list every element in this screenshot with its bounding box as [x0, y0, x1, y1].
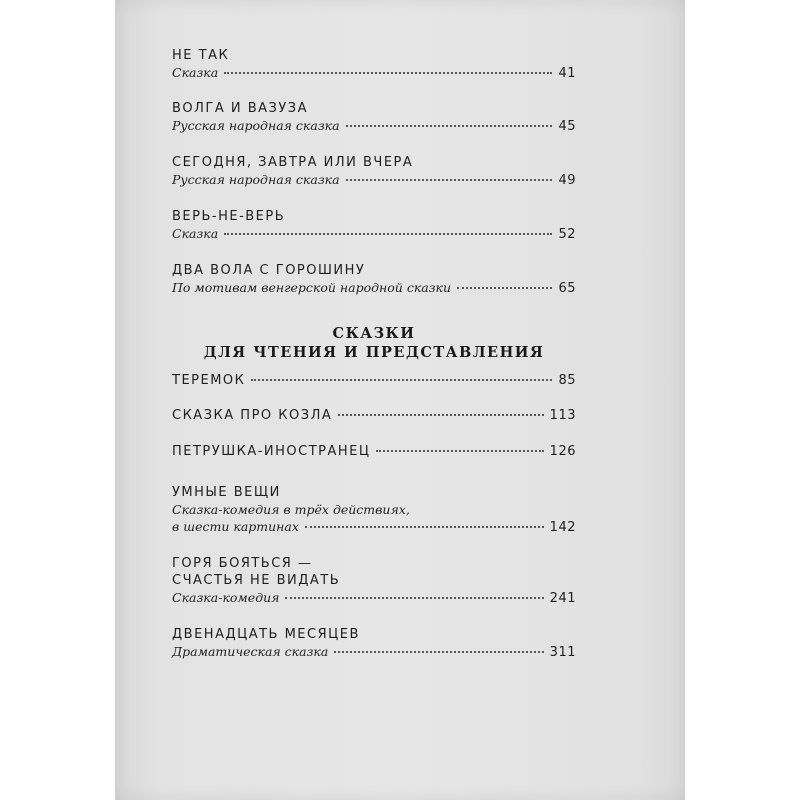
- toc-entry-subtitle: Русская народная сказка: [172, 118, 340, 133]
- toc-entry-title: ВЕРЬ-НЕ-ВЕРЬ: [172, 209, 286, 224]
- toc-entry-row: [172, 407, 576, 424]
- toc-entry-row: [172, 518, 576, 535]
- toc-entry-volga-i-vazuza: [172, 100, 576, 134]
- dot-leader: [334, 651, 543, 653]
- toc-entry-title: ГОРЯ БОЯТЬСЯ —: [172, 556, 313, 571]
- toc-entry-title: ДВЕНАДЦАТЬ МЕСЯЦЕВ: [172, 627, 360, 642]
- toc-entry-petrushka: [172, 443, 576, 460]
- dot-leader: [338, 414, 543, 416]
- toc-entry-gorya-boyatsya: [172, 555, 576, 606]
- dot-leader: [346, 125, 553, 127]
- toc-entry-page-number: 142: [549, 520, 576, 535]
- dot-leader: [376, 450, 543, 452]
- dot-leader: [224, 233, 552, 235]
- toc-entry-dva-vola: [172, 262, 576, 296]
- toc-entry-page-number: 85: [558, 373, 576, 388]
- toc-entry-subtitle: Сказка-комедия: [172, 590, 280, 605]
- toc-entry-page-number: 49: [558, 173, 576, 188]
- toc-entry-page-number: 311: [549, 645, 576, 660]
- toc-entry-page-number: 241: [549, 591, 576, 606]
- toc-entry-segodnya-zavtra: [172, 154, 576, 188]
- section-heading: [172, 324, 576, 362]
- toc-entry-subtitle: Сказка: [172, 226, 219, 241]
- toc-entry-umnye-veschi: [172, 484, 576, 535]
- toc-entry-row: [172, 117, 576, 134]
- dot-leader: [305, 526, 544, 528]
- toc-entry-row: [172, 171, 576, 188]
- toc-entry-row: [172, 372, 576, 389]
- toc-entry-subtitle: Сказка-комедия в трёх действиях,: [172, 502, 410, 517]
- toc-entry-title: ВОЛГА И ВАЗУЗА: [172, 101, 309, 116]
- dot-leader: [224, 72, 552, 74]
- toc-entry-page-number: 45: [558, 119, 576, 134]
- toc-entry-page-number: 41: [558, 66, 576, 81]
- toc-entry-row: [172, 225, 576, 242]
- toc-entry-title: ДВА ВОЛА С ГОРОШИНУ: [172, 263, 366, 278]
- dot-leader: [346, 179, 553, 181]
- dot-leader: [457, 287, 552, 289]
- toc-entry-subtitle: в шести картинах: [172, 519, 299, 534]
- toc-entry-title: ТЕРЕМОК: [172, 373, 246, 388]
- dot-leader: [285, 597, 543, 599]
- toc-entry-row: [172, 279, 576, 296]
- toc-entry-subtitle: Драматическая сказка: [172, 644, 329, 659]
- toc-entry-page-number: 126: [549, 444, 576, 459]
- toc-entry-page-number: 113: [549, 408, 576, 423]
- toc-entry-row: [172, 64, 576, 81]
- toc-entry-skazka-pro-kozla: [172, 407, 576, 424]
- toc-entry-title: УМНЫЕ ВЕЩИ: [172, 485, 281, 500]
- toc-entry-teremok: [172, 372, 576, 389]
- toc-entry-subtitle: По мотивам венгерской народной сказки: [172, 280, 452, 295]
- toc-entry-title: СЕГОДНЯ, ЗАВТРА ИЛИ ВЧЕРА: [172, 155, 414, 170]
- section-heading-line1: СКАЗКИ: [332, 325, 416, 342]
- toc-entry-row: [172, 643, 576, 660]
- toc-entry-row: [172, 589, 576, 606]
- toc-entry-subtitle: Сказка: [172, 65, 219, 80]
- toc-entry-page-number: 52: [558, 227, 576, 242]
- table-of-contents: [172, 0, 576, 800]
- toc-entry-ne-tak: [172, 47, 576, 81]
- toc-entry-subtitle: Русская народная сказка: [172, 172, 340, 187]
- toc-entry-ver-ne-ver: [172, 208, 576, 242]
- toc-entry-dvenadtsat-mesyatsev: [172, 626, 576, 660]
- toc-entry-row: [172, 443, 576, 460]
- toc-entry-title: ПЕТРУШКА-ИНОСТРАНЕЦ: [172, 444, 371, 459]
- toc-entry-title: НЕ ТАК: [172, 48, 230, 63]
- toc-entry-title: СКАЗКА ПРО КОЗЛА: [172, 408, 333, 423]
- section-heading-line2: ДЛЯ ЧТЕНИЯ И ПРЕДСТАВЛЕНИЯ: [203, 344, 545, 361]
- toc-entry-title: СЧАСТЬЯ НЕ ВИДАТЬ: [172, 573, 341, 588]
- toc-entry-page-number: 65: [558, 281, 576, 296]
- dot-leader: [251, 379, 552, 381]
